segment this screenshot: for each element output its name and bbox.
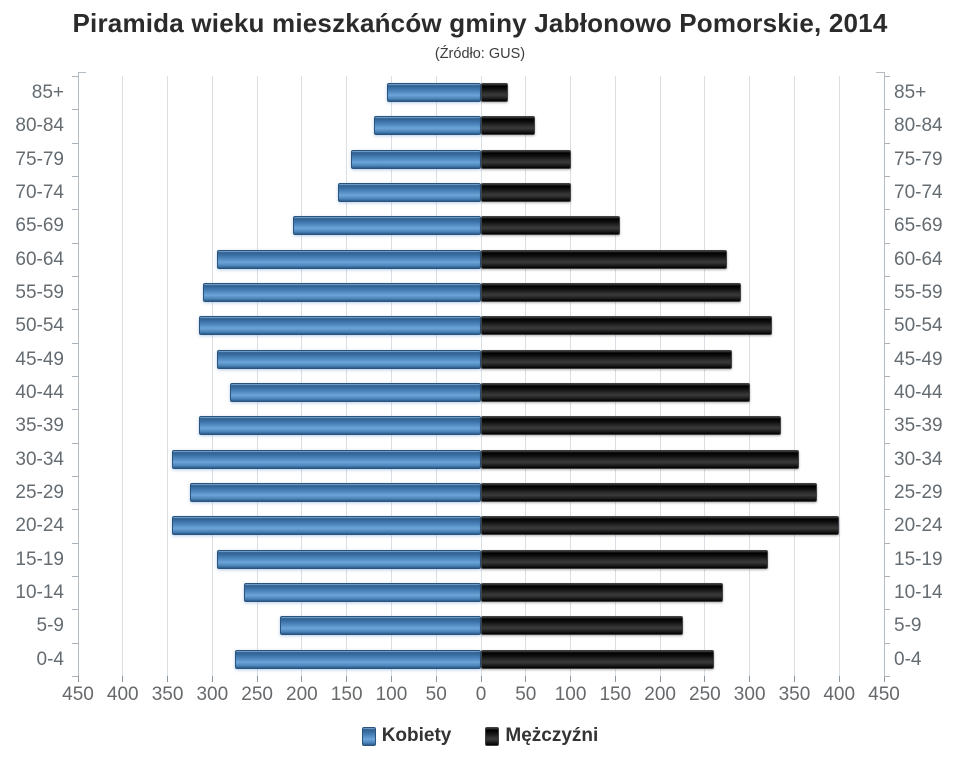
y-axis-label-left-35-39: 35-39 bbox=[15, 415, 64, 437]
bar-mezczyzni-15-19 bbox=[481, 550, 768, 569]
bar-kobiety-55-59 bbox=[203, 283, 481, 302]
y-axis-tick bbox=[884, 643, 890, 644]
corner-tick bbox=[78, 72, 86, 73]
bar-kobiety-80-84 bbox=[374, 116, 481, 135]
x-axis-tick bbox=[212, 676, 213, 682]
pyramid-row-50-54 bbox=[78, 309, 884, 342]
bar-kobiety-40-44 bbox=[230, 383, 481, 402]
y-axis-label-left-75-79: 75-79 bbox=[15, 148, 64, 170]
x-axis-label: 150 bbox=[599, 684, 632, 705]
y-axis-tick bbox=[884, 343, 890, 344]
pyramid-row-30-34 bbox=[78, 443, 884, 476]
bar-mezczyzni-0-4 bbox=[481, 650, 714, 669]
y-axis-tick bbox=[884, 443, 890, 444]
x-axis-labels bbox=[62, 684, 900, 706]
corner-tick bbox=[876, 72, 884, 73]
bar-kobiety-85+ bbox=[387, 83, 481, 102]
x-axis-label: 50 bbox=[515, 684, 537, 705]
x-axis-tick bbox=[615, 676, 616, 682]
chart-title: Piramida wieku mieszkańców gminy Jabłonowo Pomorskie, 2014 bbox=[72, 8, 888, 38]
pyramid-row-70-74 bbox=[78, 176, 884, 209]
y-axis-tick bbox=[884, 309, 890, 310]
y-axis-label-right-35-39: 35-39 bbox=[894, 415, 943, 437]
bar-mezczyzni-5-9 bbox=[481, 616, 683, 635]
pyramid-row-65-69 bbox=[78, 209, 884, 242]
y-axis-label-right-60-64: 60-64 bbox=[894, 248, 943, 270]
bar-kobiety-30-34 bbox=[172, 450, 481, 469]
y-axis-label-right-0-4: 0-4 bbox=[894, 648, 922, 670]
bar-mezczyzni-50-54 bbox=[481, 316, 772, 335]
bar-mezczyzni-70-74 bbox=[481, 183, 571, 202]
y-axis-tick bbox=[884, 576, 890, 577]
y-axis-label-right-10-14: 10-14 bbox=[894, 581, 943, 603]
legend-item-mezczyzni bbox=[485, 725, 598, 747]
bar-mezczyzni-25-29 bbox=[481, 483, 817, 502]
y-axis-label-left-15-19: 15-19 bbox=[15, 548, 64, 570]
bar-mezczyzni-80-84 bbox=[481, 116, 535, 135]
y-axis-tick bbox=[72, 676, 78, 677]
bar-mezczyzni-10-14 bbox=[481, 583, 723, 602]
y-axis-label-right-55-59: 55-59 bbox=[894, 281, 943, 303]
x-axis-tick bbox=[122, 676, 123, 682]
bar-mezczyzni-55-59 bbox=[481, 283, 741, 302]
x-axis-label: 200 bbox=[644, 684, 676, 705]
bar-mezczyzni-35-39 bbox=[481, 416, 781, 435]
y-axis-label-right-30-34: 30-34 bbox=[894, 448, 943, 470]
bar-kobiety-75-79 bbox=[351, 150, 481, 169]
x-axis-tick bbox=[346, 676, 347, 682]
y-axis-label-right-20-24: 20-24 bbox=[894, 515, 943, 537]
y-axis-labels-left bbox=[2, 76, 64, 676]
x-axis-label: 200 bbox=[286, 684, 318, 705]
y-axis-label-left-25-29: 25-29 bbox=[15, 481, 64, 503]
x-axis-label: 0 bbox=[475, 684, 487, 705]
pyramid-row-45-49 bbox=[78, 343, 884, 376]
y-axis-tick bbox=[884, 676, 890, 677]
x-axis-label: 450 bbox=[868, 684, 900, 705]
x-axis-tick bbox=[167, 676, 168, 682]
x-axis-label: 250 bbox=[241, 684, 273, 705]
x-axis-tick bbox=[660, 676, 661, 682]
bar-mezczyzni-20-24 bbox=[481, 516, 839, 535]
y-axis-label-left-85+: 85+ bbox=[31, 82, 64, 103]
y-axis-label-left-40-44: 40-44 bbox=[15, 381, 64, 403]
y-axis-label-left-60-64: 60-64 bbox=[15, 248, 64, 270]
y-axis-tick bbox=[884, 109, 890, 110]
bar-mezczyzni-60-64 bbox=[481, 250, 727, 269]
y-axis-label-right-65-69: 65-69 bbox=[894, 215, 943, 237]
x-axis-tick bbox=[794, 676, 795, 682]
pyramid-row-75-79 bbox=[78, 143, 884, 176]
x-axis-label: 400 bbox=[106, 684, 139, 705]
legend-label-mezczyzni: Mężczyźni bbox=[505, 725, 599, 746]
x-axis-tick bbox=[704, 676, 705, 682]
y-axis-tick bbox=[884, 276, 890, 277]
bar-kobiety-50-54 bbox=[199, 316, 481, 335]
bar-mezczyzni-40-44 bbox=[481, 383, 750, 402]
y-axis-label-right-70-74: 70-74 bbox=[894, 181, 943, 203]
x-axis-label: 150 bbox=[330, 684, 363, 705]
y-axis-label-left-50-54: 50-54 bbox=[15, 315, 64, 337]
y-axis-label-right-75-79: 75-79 bbox=[894, 148, 943, 170]
x-axis-tick bbox=[301, 676, 302, 682]
y-axis-label-left-20-24: 20-24 bbox=[15, 515, 64, 537]
x-axis-label: 300 bbox=[733, 684, 766, 705]
x-axis-label: 400 bbox=[823, 684, 856, 705]
legend-item-kobiety bbox=[362, 725, 452, 747]
y-axis-label-left-80-84: 80-84 bbox=[15, 115, 64, 137]
y-axis-label-left-5-9: 5-9 bbox=[36, 615, 64, 637]
legend bbox=[0, 720, 960, 752]
pyramid-row-5-9 bbox=[78, 609, 884, 642]
y-axis-tick bbox=[884, 409, 890, 410]
plot-area bbox=[78, 76, 884, 676]
y-axis-tick bbox=[884, 143, 890, 144]
pyramid-row-60-64 bbox=[78, 243, 884, 276]
y-axis-labels-right bbox=[894, 76, 956, 676]
pyramid-row-20-24 bbox=[78, 509, 884, 542]
x-axis-tick bbox=[436, 676, 437, 682]
y-axis-label-left-55-59: 55-59 bbox=[15, 281, 64, 303]
y-axis-label-right-25-29: 25-29 bbox=[894, 481, 943, 503]
y-axis-tick bbox=[884, 176, 890, 177]
y-axis-label-left-30-34: 30-34 bbox=[15, 448, 64, 470]
y-axis-label-left-65-69: 65-69 bbox=[15, 215, 64, 237]
y-axis-tick bbox=[884, 76, 890, 77]
chart-subtitle: (Źródło: GUS) bbox=[434, 46, 526, 62]
pyramid-row-10-14 bbox=[78, 576, 884, 609]
y-axis-label-right-15-19: 15-19 bbox=[894, 548, 943, 570]
y-axis-label-left-70-74: 70-74 bbox=[15, 181, 64, 203]
bar-mezczyzni-65-69 bbox=[481, 216, 620, 235]
y-axis-label-left-45-49: 45-49 bbox=[15, 348, 64, 370]
y-axis-label-left-10-14: 10-14 bbox=[15, 581, 64, 603]
bar-kobiety-45-49 bbox=[217, 350, 481, 369]
x-axis-label: 100 bbox=[554, 684, 587, 705]
y-axis-label-right-80-84: 80-84 bbox=[894, 115, 943, 137]
y-axis-tick bbox=[884, 509, 890, 510]
pyramid-row-35-39 bbox=[78, 409, 884, 442]
y-axis-label-right-85+: 85+ bbox=[894, 82, 927, 103]
bar-kobiety-65-69 bbox=[293, 216, 481, 235]
bar-mezczyzni-30-34 bbox=[481, 450, 799, 469]
bar-kobiety-5-9 bbox=[280, 616, 482, 635]
bar-mezczyzni-75-79 bbox=[481, 150, 571, 169]
x-axis-tick bbox=[839, 676, 840, 682]
x-axis-label: 100 bbox=[375, 684, 408, 705]
y-axis-tick bbox=[884, 376, 890, 377]
legend-label-kobiety: Kobiety bbox=[381, 725, 452, 746]
pyramid-row-85+ bbox=[78, 76, 884, 109]
y-axis-tick bbox=[884, 609, 890, 610]
x-axis-tick bbox=[570, 676, 571, 682]
bar-kobiety-70-74 bbox=[338, 183, 481, 202]
x-axis-tick bbox=[525, 676, 526, 682]
bar-kobiety-0-4 bbox=[235, 650, 481, 669]
pyramid-row-55-59 bbox=[78, 276, 884, 309]
bar-kobiety-25-29 bbox=[190, 483, 481, 502]
y-axis-label-right-50-54: 50-54 bbox=[894, 315, 943, 337]
pyramid-row-0-4 bbox=[78, 643, 884, 676]
y-axis-tick bbox=[884, 476, 890, 477]
x-axis-label: 450 bbox=[62, 684, 94, 705]
pyramid-row-80-84 bbox=[78, 109, 884, 142]
x-axis-label: 50 bbox=[425, 684, 447, 705]
pyramid-row-25-29 bbox=[78, 476, 884, 509]
bar-kobiety-60-64 bbox=[217, 250, 481, 269]
x-axis-label: 350 bbox=[151, 684, 184, 705]
bar-kobiety-20-24 bbox=[172, 516, 481, 535]
x-axis-tick bbox=[391, 676, 392, 682]
bar-kobiety-15-19 bbox=[217, 550, 481, 569]
y-axis-tick bbox=[884, 543, 890, 544]
bar-kobiety-10-14 bbox=[244, 583, 481, 602]
y-axis-label-right-45-49: 45-49 bbox=[894, 348, 943, 370]
y-axis-label-right-40-44: 40-44 bbox=[894, 381, 943, 403]
mezczyzni-swatch-icon bbox=[485, 727, 499, 746]
bar-mezczyzni-85+ bbox=[481, 83, 508, 102]
y-axis-label-left-0-4: 0-4 bbox=[36, 648, 64, 670]
pyramid-row-40-44 bbox=[78, 376, 884, 409]
y-axis-tick bbox=[884, 243, 890, 244]
y-axis-tick bbox=[884, 209, 890, 210]
x-axis-label: 250 bbox=[689, 684, 721, 705]
x-axis-tick bbox=[257, 676, 258, 682]
x-axis-tick bbox=[749, 676, 750, 682]
x-axis-label: 300 bbox=[196, 684, 229, 705]
y-axis-label-right-5-9: 5-9 bbox=[894, 615, 922, 637]
bar-mezczyzni-45-49 bbox=[481, 350, 732, 369]
kobiety-swatch-icon bbox=[362, 727, 376, 746]
bar-kobiety-35-39 bbox=[199, 416, 481, 435]
pyramid-row-15-19 bbox=[78, 543, 884, 576]
x-axis-label: 350 bbox=[778, 684, 811, 705]
x-axis-tick bbox=[481, 676, 482, 682]
